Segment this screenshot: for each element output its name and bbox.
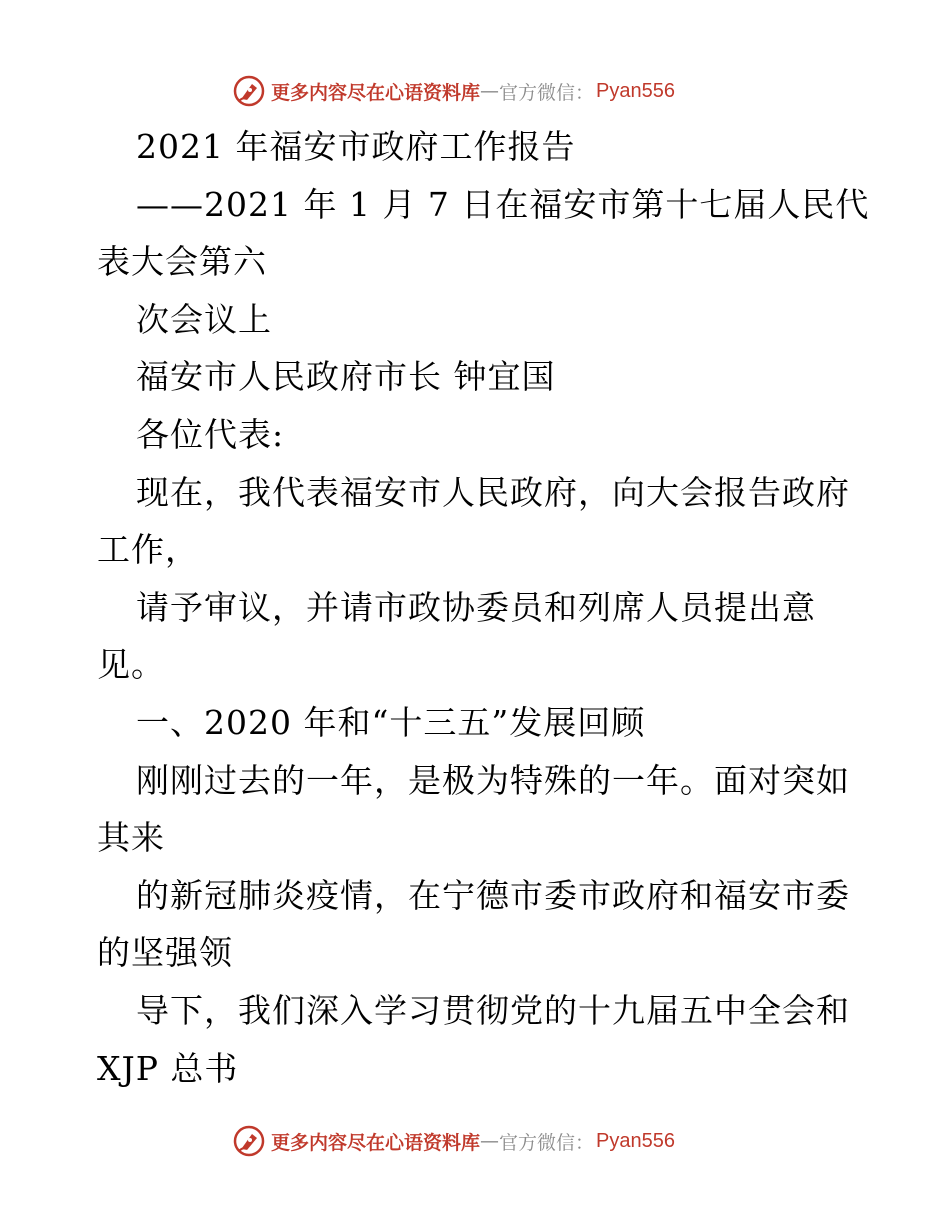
document-line: 导下，我们深入学习贯彻党的十九届五中全会和 xyxy=(136,990,850,1030)
document-line: ——2021 年 1 月 7 日在福安市第十七届人民代 xyxy=(136,184,870,224)
banner-label: 官方微信： xyxy=(499,81,595,104)
document-line: 请予审议，并请市政协委员和列席人员提出意 xyxy=(136,587,816,627)
document-line: 工作， xyxy=(97,530,199,570)
banner-main-text: 更多内容尽在心语资料库 xyxy=(271,1131,481,1154)
banner-wechat-id: Pyan556 xyxy=(596,1129,675,1152)
document-line: 见。 xyxy=(97,645,165,685)
pen-nib-logo-icon xyxy=(233,75,265,107)
banner-separator: — xyxy=(480,1130,500,1152)
document-author: 福安市人民政府市长 钟宜国 xyxy=(136,357,556,397)
document-line: 次会议上 xyxy=(136,299,272,339)
document-line: 其来 xyxy=(97,818,165,858)
banner-main-text: 更多内容尽在心语资料库 xyxy=(271,81,481,104)
banner-label: 官方微信： xyxy=(499,1131,595,1154)
pen-nib-logo-icon xyxy=(233,1125,265,1157)
header-banner xyxy=(233,74,675,108)
document-line: XJP 总书 xyxy=(97,1048,239,1088)
banner-wechat-id: Pyan556 xyxy=(596,79,675,102)
document-line: 刚刚过去的一年，是极为特殊的一年。面对突如 xyxy=(136,760,850,800)
document-line: 的坚强领 xyxy=(97,933,233,973)
document-salutation: 各位代表: xyxy=(136,414,285,454)
document-body xyxy=(97,118,870,1097)
document-line: 的新冠肺炎疫情，在宁德市委市政府和福安市委 xyxy=(136,875,850,915)
document-line: 现在，我代表福安市人民政府，向大会报告政府 xyxy=(136,472,850,512)
banner-separator: — xyxy=(480,80,500,102)
document-line: 表大会第六 xyxy=(97,242,267,282)
section-heading: 一、2020 年和“十三五”发展回顾 xyxy=(136,702,646,742)
footer-banner xyxy=(233,1124,675,1158)
document-title: 2021 年福安市政府工作报告 xyxy=(136,127,576,166)
